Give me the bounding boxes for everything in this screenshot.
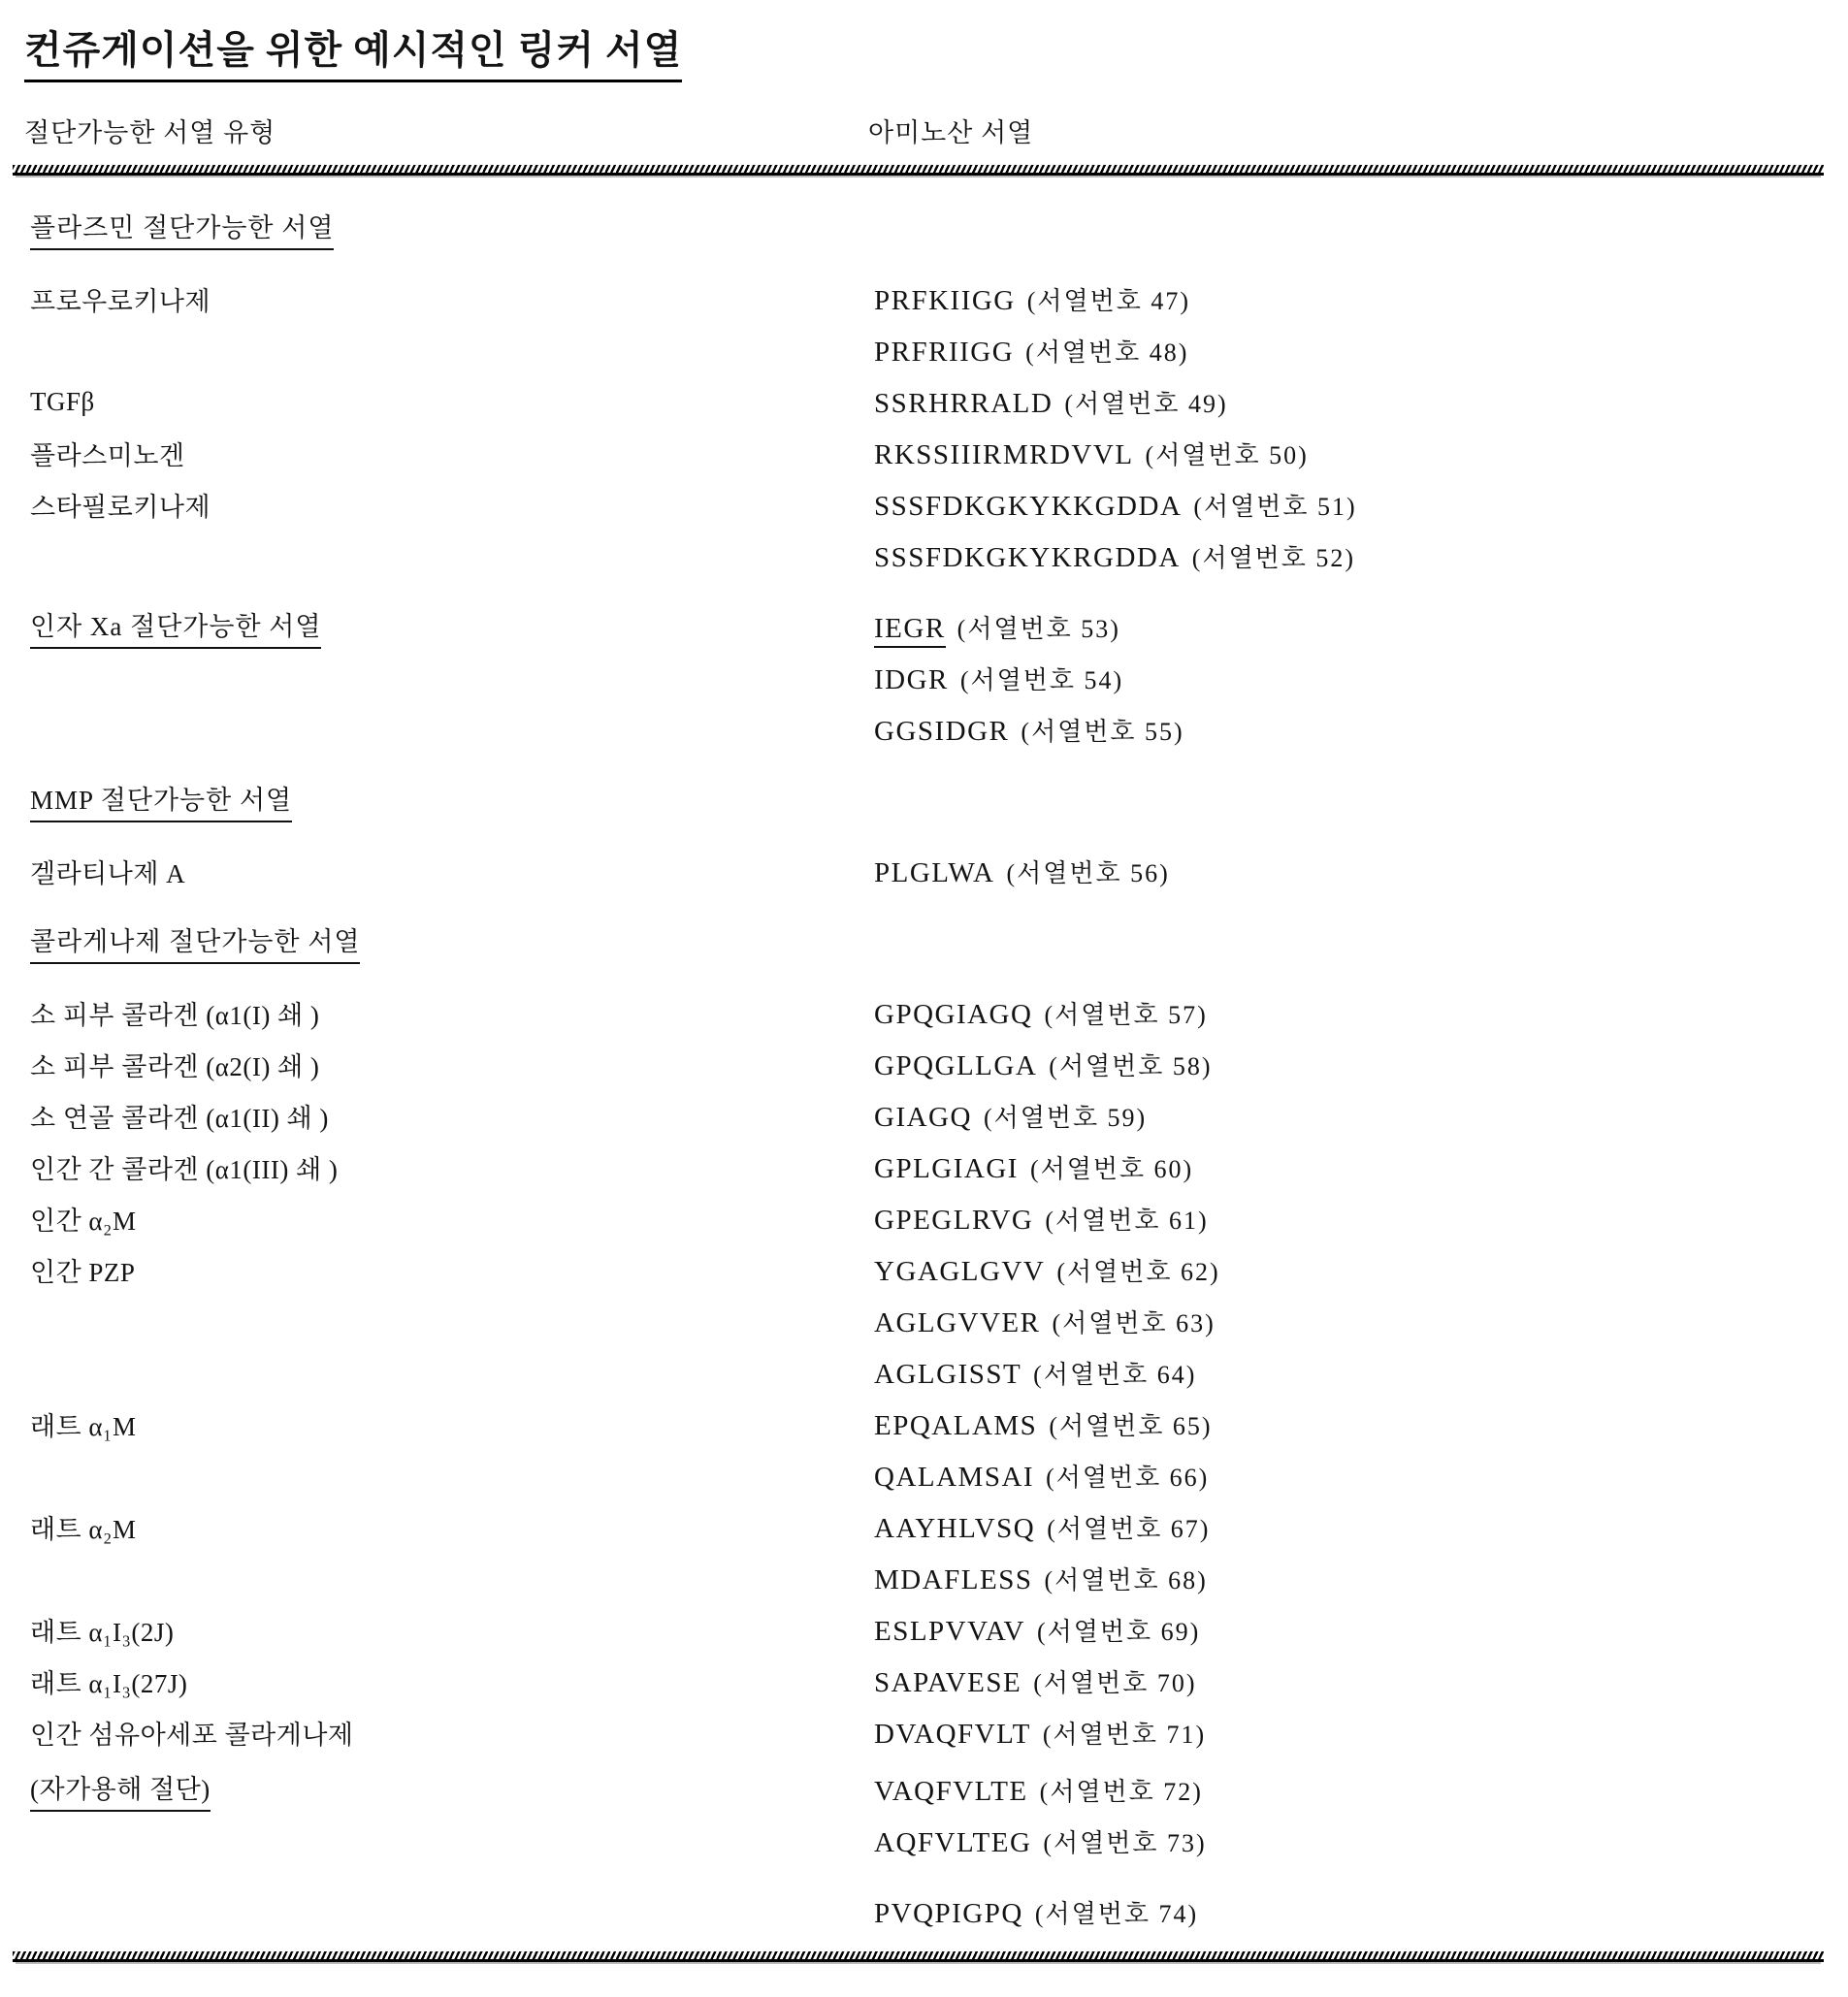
- table-row-section-factor-xa: [24, 601, 1824, 653]
- amino-acid-sequence: EPQALAMS: [874, 1410, 1038, 1441]
- seq-id-label: (서열번호 65): [1049, 1412, 1213, 1440]
- amino-acid-sequence: SSRHRRALD: [874, 388, 1054, 419]
- seq-id-label: (서열번호 49): [1064, 390, 1228, 418]
- seq-id-label: (서열번호 53): [956, 615, 1120, 643]
- table-row: [24, 479, 1824, 531]
- table-row: [24, 1816, 1824, 1867]
- cleavable-type-label: 인간 섬유아세포 콜라게나제: [30, 1721, 354, 1750]
- page-title: [24, 19, 1824, 82]
- seq-id-label: (서열번호 72): [1039, 1778, 1203, 1806]
- table-row: [24, 1090, 1824, 1142]
- cleavable-type-label: 래트 α₁I₃(2J): [30, 1618, 175, 1647]
- amino-acid-sequence: GIAGQ: [874, 1102, 972, 1133]
- top-divider-rule: [13, 165, 1824, 176]
- section-heading: 콜라게나제 절단가능한 서열: [30, 920, 360, 964]
- amino-acid-sequence: SSSFDKGKYKKGDDA: [874, 491, 1183, 522]
- table-row: [24, 1656, 1824, 1707]
- column-header-amino-acid: 아미노산 서열: [868, 118, 1034, 147]
- seq-id-label: (서열번호 59): [983, 1104, 1148, 1132]
- amino-acid-sequence: VAQFVLTE: [874, 1776, 1028, 1807]
- bottom-divider-rule: [13, 1951, 1824, 1962]
- table-column-header: [24, 112, 1824, 149]
- seq-id-label: (서열번호 67): [1047, 1515, 1211, 1543]
- seq-id-label: (서열번호 73): [1043, 1829, 1207, 1857]
- section-heading: MMP 절단가능한 서열: [30, 779, 292, 822]
- seq-id-label: (서열번호 51): [1193, 493, 1357, 521]
- table-row: [24, 1399, 1824, 1450]
- table-row: [24, 846, 1824, 897]
- table-row: [24, 653, 1824, 704]
- amino-acid-sequence: ESLPVVAV: [874, 1616, 1025, 1647]
- table-row: [24, 1347, 1824, 1399]
- amino-acid-sequence: AQFVLTEG: [874, 1827, 1032, 1858]
- cleavable-type-label: 소 피부 콜라겐 (α1(I) 쇄 ): [30, 1001, 320, 1030]
- table-row-section-mmp: [24, 775, 1824, 826]
- cleavable-type-label: 스타필로키나제: [30, 493, 211, 522]
- table-row: [24, 1450, 1824, 1501]
- amino-acid-sequence: QALAMSAI: [874, 1462, 1035, 1493]
- amino-acid-sequence: PRFRIIGG: [874, 337, 1015, 368]
- table-row: [24, 1039, 1824, 1090]
- cleavable-type-label: 소 연골 콜라겐 (α1(II) 쇄 ): [30, 1104, 329, 1133]
- table-row: [24, 325, 1824, 376]
- table-row: [24, 1142, 1824, 1193]
- table-row: [24, 1296, 1824, 1347]
- seq-id-label: (서열번호 54): [959, 666, 1124, 694]
- amino-acid-sequence: RKSSIIIRMRDVVL: [874, 439, 1134, 470]
- column-header-cleavable-type: 절단가능한 서열 유형: [24, 118, 276, 147]
- table-row: [24, 1707, 1824, 1758]
- seq-id-label: (서열번호 52): [1191, 544, 1356, 572]
- cleavable-type-label: 래트 α₁M: [30, 1412, 137, 1441]
- table-row: [24, 704, 1824, 756]
- section-heading: 인자 Xa 절단가능한 서열: [30, 605, 321, 649]
- seq-id-label: (서열번호 69): [1036, 1618, 1201, 1646]
- seq-id-label: (서열번호 58): [1049, 1052, 1213, 1080]
- page-title-text: 컨쥬게이션을 위한 예시적인 링커 서열: [24, 19, 682, 82]
- seq-id-label: (서열번호 64): [1033, 1361, 1197, 1389]
- amino-acid-sequence: GPQGIAGQ: [874, 999, 1033, 1030]
- seq-id-label: (서열번호 74): [1034, 1900, 1199, 1928]
- cleavable-type-label: 래트 α₂M: [30, 1515, 137, 1544]
- cleavable-type-label: TGFβ: [30, 387, 95, 416]
- table-row: [24, 1604, 1824, 1656]
- cleavable-type-label: 플라스미노겐: [30, 441, 185, 470]
- amino-acid-sequence: SSSFDKGKYKRGDDA: [874, 542, 1181, 573]
- table-row: [24, 428, 1824, 479]
- seq-id-label: (서열번호 57): [1044, 1001, 1208, 1029]
- amino-acid-sequence: YGAGLGVV: [874, 1256, 1046, 1287]
- amino-acid-sequence: GPEGLRVG: [874, 1205, 1034, 1236]
- table-row: [24, 274, 1824, 325]
- cleavable-type-label: (자가용해 절단): [30, 1768, 211, 1812]
- amino-acid-sequence: DVAQFVLT: [874, 1719, 1031, 1750]
- seq-id-label: (서열번호 66): [1046, 1464, 1210, 1492]
- table-row: [24, 1244, 1824, 1296]
- amino-acid-sequence: GPQGLLGA: [874, 1050, 1038, 1081]
- seq-id-label: (서열번호 63): [1052, 1309, 1216, 1337]
- seq-id-label: (서열번호 71): [1042, 1721, 1207, 1749]
- cleavable-type-label: 소 피부 콜라겐 (α2(I) 쇄 ): [30, 1052, 320, 1081]
- table-row: [24, 1501, 1824, 1553]
- amino-acid-sequence: PVQPIGPQ: [874, 1898, 1023, 1929]
- seq-id-label: (서열번호 50): [1145, 441, 1309, 469]
- table-row: [24, 376, 1824, 428]
- seq-id-label: (서열번호 70): [1033, 1669, 1197, 1697]
- table-row: [24, 1886, 1824, 1938]
- table-row-section-plasmin: [24, 203, 1824, 254]
- amino-acid-sequence: IEGR: [874, 613, 946, 648]
- amino-acid-sequence: GGSIDGR: [874, 716, 1010, 747]
- seq-id-label: (서열번호 60): [1029, 1155, 1194, 1183]
- amino-acid-sequence: AGLGVVER: [874, 1307, 1041, 1338]
- amino-acid-sequence: IDGR: [874, 664, 949, 695]
- table-row-section-collagenase: [24, 917, 1824, 968]
- table-row: [24, 531, 1824, 582]
- cleavable-type-label: 인간 α₂M: [30, 1207, 137, 1236]
- amino-acid-sequence: MDAFLESS: [874, 1564, 1033, 1595]
- cleavable-type-label: 겔라티나제 A: [30, 859, 186, 888]
- cleavable-type-label: 래트 α₁I₃(27J): [30, 1669, 188, 1698]
- table-row: [24, 1193, 1824, 1244]
- amino-acid-sequence: PLGLWA: [874, 857, 995, 888]
- amino-acid-sequence: SAPAVESE: [874, 1667, 1022, 1698]
- cleavable-type-label: 인간 PZP: [30, 1258, 136, 1287]
- seq-id-label: (서열번호 55): [1021, 718, 1184, 746]
- cleavable-type-label: 인간 간 콜라겐 (α1(III) 쇄 ): [30, 1155, 339, 1184]
- table-row: [24, 987, 1824, 1039]
- seq-id-label: (서열번호 47): [1026, 287, 1191, 315]
- seq-id-label: (서열번호 56): [1006, 859, 1170, 887]
- table-row-autolytic-cleavage: [24, 1764, 1824, 1816]
- table-row: [24, 1553, 1824, 1604]
- linker-sequence-table: [24, 203, 1824, 1938]
- section-heading: 플라즈민 절단가능한 서열: [30, 207, 334, 250]
- amino-acid-sequence: AGLGISST: [874, 1359, 1022, 1390]
- seq-id-label: (서열번호 48): [1025, 338, 1189, 367]
- amino-acid-sequence: GPLGIAGI: [874, 1153, 1019, 1184]
- seq-id-label: (서열번호 62): [1056, 1258, 1220, 1286]
- seq-id-label: (서열번호 68): [1044, 1566, 1208, 1594]
- amino-acid-sequence: PRFKIIGG: [874, 285, 1016, 316]
- amino-acid-sequence: AAYHLVSQ: [874, 1513, 1036, 1544]
- seq-id-label: (서열번호 61): [1045, 1207, 1209, 1235]
- cleavable-type-label: 프로우로키나제: [30, 287, 211, 316]
